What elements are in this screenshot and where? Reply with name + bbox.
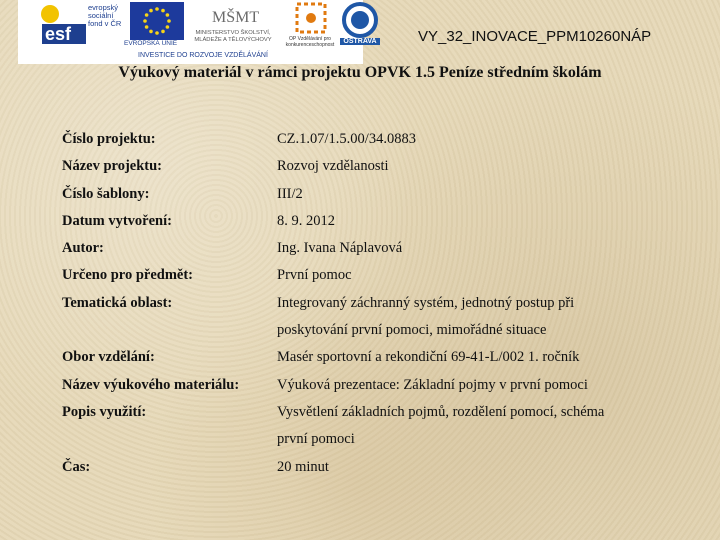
info-row xyxy=(62,372,682,399)
row-value: Masér sportovní a rekondiční 69-41-L/002 1. ročník xyxy=(277,349,580,366)
row-value: III/2 xyxy=(277,185,303,202)
info-row xyxy=(62,235,682,262)
msmt-mark: MŠMT xyxy=(212,9,260,26)
row-value: 20 minut xyxy=(277,458,329,475)
esf-mark: esf xyxy=(45,24,72,44)
info-row xyxy=(62,454,682,481)
row-label: Tematická oblast: xyxy=(62,294,173,311)
eu-flag xyxy=(130,2,184,40)
info-row xyxy=(62,153,682,180)
row-label: Číslo projektu: xyxy=(62,131,156,147)
row-label: Autor: xyxy=(62,240,104,257)
msmt-label: MINISTERSTVO ŠKOLSTVÍ, MLÁDEŽE A TĚLOVÝCHOVY xyxy=(194,30,272,43)
row-value: První pomoc xyxy=(277,267,352,284)
row-value: CZ.1.07/1.5.00/34.0883 xyxy=(277,131,416,147)
ostrava-school-logo xyxy=(340,2,380,42)
investment-text: INVESTICE DO ROZVOJE VZDĚLÁVÁNÍ xyxy=(138,52,268,59)
row-value: 8. 9. 2012 xyxy=(277,212,335,229)
material-code: VY_32_INOVACE_PPM10260NÁP xyxy=(418,28,652,45)
info-row xyxy=(62,317,682,344)
row-value: první pomoci xyxy=(277,431,355,448)
page-title: Výukový materiál v rámci projektu OPVK 1.5 Peníze středním školám xyxy=(118,64,602,81)
row-label xyxy=(62,317,277,344)
row-value: Ing. Ivana Náplavová xyxy=(277,240,403,257)
eu-stars-icon xyxy=(130,2,184,40)
info-row xyxy=(62,399,682,426)
logo-bar xyxy=(18,0,377,64)
op-label: OP Vzdělávání pro konkurenceschopnost xyxy=(285,36,335,48)
info-row xyxy=(62,262,682,289)
row-value: Integrovaný záchranný systém, jednotný postup při xyxy=(277,294,575,311)
row-label: Název výukového materiálu: xyxy=(62,376,240,393)
info-row xyxy=(62,181,682,208)
op-logo xyxy=(293,2,329,36)
info-row xyxy=(62,426,682,453)
info-row xyxy=(62,344,682,371)
row-value: Výuková prezentace: Základní pojmy v první pomoci xyxy=(277,376,588,393)
row-label: Číslo šablony: xyxy=(62,185,150,202)
info-table xyxy=(62,126,682,481)
row-label: Určeno pro předmět: xyxy=(62,267,194,284)
info-row xyxy=(62,290,682,317)
row-label: Popis využití: xyxy=(62,403,147,420)
row-label: Datum vytvoření: xyxy=(62,212,172,229)
row-value: Rozvoj vzdělanosti xyxy=(277,158,389,175)
eu-label: EVROPSKÁ UNIE xyxy=(124,40,178,47)
info-row xyxy=(62,126,682,153)
row-value: poskytování první pomoci, mimořádné situace xyxy=(277,322,547,339)
row-label: Název projektu: xyxy=(62,158,163,175)
ostrava-label: OSTRAVA xyxy=(340,38,380,45)
msmt-logo xyxy=(210,0,260,30)
info-row xyxy=(62,208,682,235)
row-label: Čas: xyxy=(62,458,91,475)
esf-text: evropský sociální fond v ČR xyxy=(88,3,122,28)
row-value: Vysvětlení základních pojmů, rozdělení pomocí, schéma xyxy=(277,403,605,420)
row-label xyxy=(62,426,277,453)
row-label: Obor vzdělání: xyxy=(62,349,155,366)
